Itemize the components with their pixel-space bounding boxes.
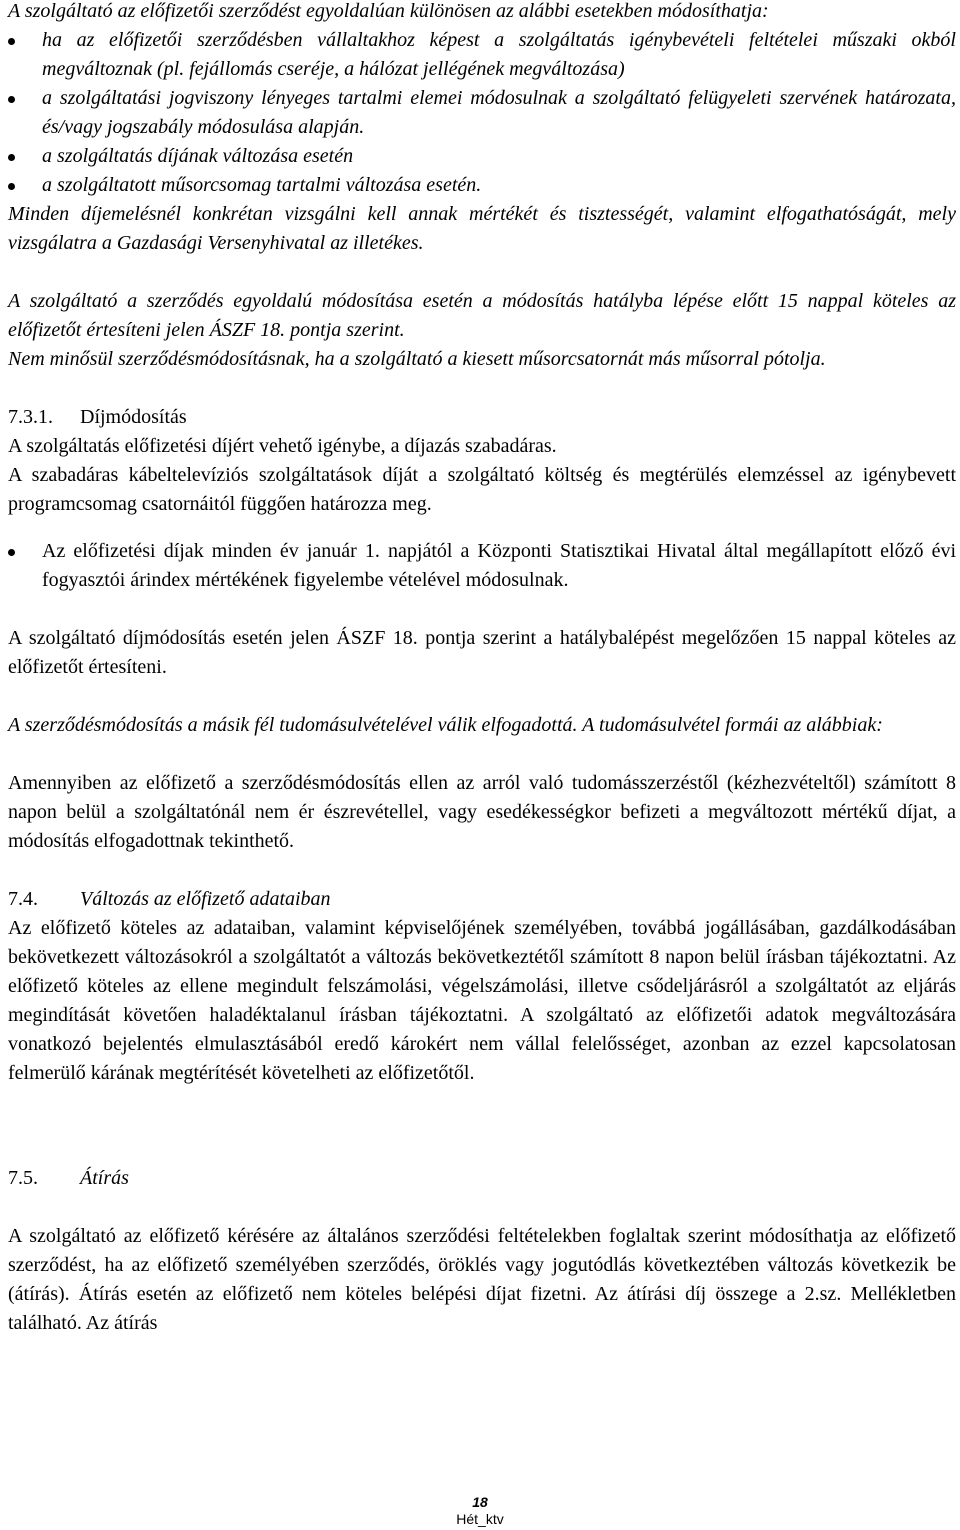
- bullet-icon: [8, 38, 15, 45]
- modification-notice-paragraph: A szolgáltató a szerződés egyoldalú módosítása esetén a módosítás hatályba lépése előtt 15 nappal köteles az előfizetőt értesíteni jelen ÁSZF 18. pontja szerint.: [8, 290, 956, 341]
- fee-determination-paragraph: A szabadáras kábeltelevíziós szolgáltatások díját a szolgáltató költség és megtérülés elemzéssel az igénybevett programcsomag csatornáitól függően határozza meg.: [8, 464, 956, 515]
- list-item: Az előfizetési díjak minden év január 1. napjától a Központi Statisztikai Hivatal által megállapított előző évi fogyasztói árindex mértékének figyelembe vételével módosulnak.: [8, 537, 956, 595]
- transfer-paragraph: A szolgáltató az előfizető kérésére az általános szerződési feltételekben foglaltak szerint módosíthatja az előfizető szerződést, ha az előfizető személyében szerződés, öröklés vagy jogutódlás következtében változás következik be (átírás). Átírás esetén az előfizető nem köteles belépési díjat fizetni. Az átírási díj összege a 2.sz. Mellékletben található. Az átírás: [8, 1225, 956, 1334]
- page-footer: [0, 1494, 960, 1528]
- section-heading-7-3-1: [8, 403, 956, 432]
- section-heading-7-5: [8, 1164, 956, 1193]
- channel-replacement-paragraph: Nem minősül szerződésmódosításnak, ha a szolgáltató a kiesett műsorcsatornát más műsorral pótolja.: [8, 348, 826, 370]
- fee-paragraph: A szolgáltatás előfizetési díjért vehető igénybe, a díjazás szabadáras.: [8, 435, 557, 457]
- company-name: Hét_ktv: [456, 1511, 504, 1527]
- bullet-icon: [8, 96, 15, 103]
- bullet-icon: [8, 154, 15, 161]
- intro-bullet-list: [8, 26, 956, 200]
- section-number: 7.3.1.: [8, 406, 53, 428]
- list-item: ha az előfizetői szerződésben vállaltakhoz képest a szolgáltatás igénybevételi feltételei műszaki okból megváltoznak (pl. fejállomás cseréje, a hálózat jellégének megváltozása): [8, 26, 956, 84]
- intro-closing-paragraph: Minden díjemelésnél konkrétan vizsgálni kell annak mértékét és tisztességét, valamint elfogathatóságát, mely vizsgálatra a Gazdasági Versenyhivatal az illetékes.: [8, 203, 956, 254]
- acceptance-paragraph: A szerződésmódosítás a másik fél tudomásulvételével válik elfogadottá. A tudomásulvétel formái az alábbiak:: [8, 714, 883, 736]
- bullet-icon: [8, 183, 15, 190]
- data-change-paragraph: Az előfizető köteles az adataiban, valamint képviselőjének személyében, továbbá jogállásában, gazdálkodásában bekövetkezett változásokról a szolgáltatót a változás bekövetkeztétől számított 8 napon belül írásban tájékoztatni. Az előfizető köteles az ellene megindult felszámolási, végelszámolási, illetve csődeljárásról a szolgáltatót az eljárás megindítását követően haladéktalanul írásban tájékoztatni. A szolgáltató az előfizetői adatok megváltozására vonatkozó bejelentés elmulasztásából eredő károkért nem vállal felelősséget, azonban az ezzel kapcsolatosan felmerülő kárának megtérítését követelheti az előfizetőtől.: [8, 917, 956, 1084]
- intro-lead: A szolgáltató az előfizetői szerződést egyoldalúan különösen az alábbi esetekben módosíthatja:: [8, 0, 769, 22]
- list-item: a szolgáltatott műsorcsomag tartalmi változása esetén.: [8, 171, 956, 200]
- acceptance-conditions-paragraph: Amennyiben az előfizető a szerződésmódosítás ellen az arról való tudomásszerzéstől (kézhezvételtől) számított 8 napon belül a szolgáltatónál nem ér észrevétellel, vagy esedékességkor befizeti a megváltozott mértékű díjat, a módosítás elfogadottnak tekinthető.: [8, 772, 956, 852]
- section-title: Díjmódosítás: [80, 406, 187, 428]
- list-item: a szolgáltatás díjának változása esetén: [8, 142, 956, 171]
- section-title: Változás az előfizető adataiban: [80, 888, 331, 910]
- section-number: 7.5.: [8, 1167, 38, 1189]
- list-item: a szolgáltatási jogviszony lényeges tartalmi elemei módosulnak a szolgáltató felügyeleti szervének határozata, és/vagy jogszabály módosulása alapján.: [8, 84, 956, 142]
- section-title: Átírás: [80, 1167, 129, 1189]
- fee-bullet-list: [8, 537, 956, 595]
- section-heading-7-4: [8, 885, 956, 914]
- bullet-icon: [8, 549, 15, 556]
- document-page: [8, 0, 956, 1338]
- fee-change-notice-paragraph: A szolgáltató díjmódosítás esetén jelen ÁSZF 18. pontja szerint a hatálybalépést megelőzően 15 nappal köteles az előfizetőt értesíteni.: [8, 627, 956, 678]
- page-number: 18: [472, 1494, 488, 1510]
- section-number: 7.4.: [8, 888, 38, 910]
